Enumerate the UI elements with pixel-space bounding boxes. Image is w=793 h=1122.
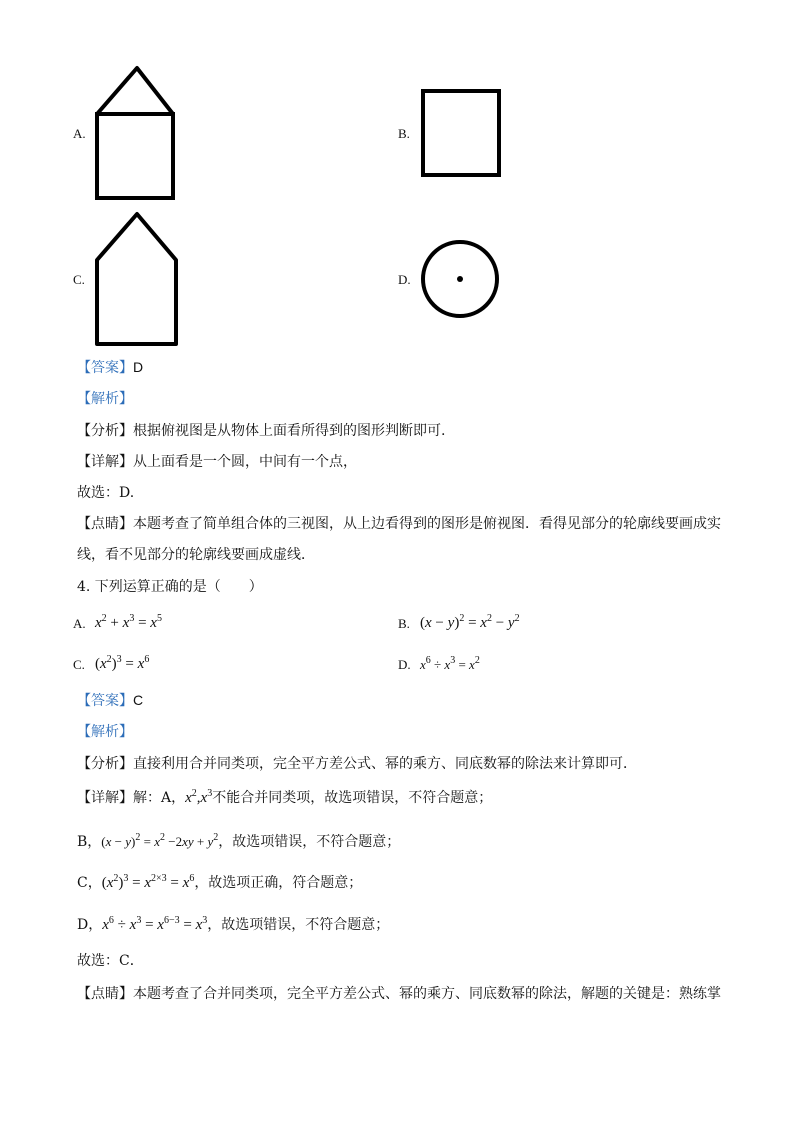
q4-option-b-label: B. — [398, 616, 410, 631]
xiangjie-lead: 解：A， — [133, 790, 186, 806]
detail-b-formula: $(x - y)^2 = x^2 -2xy + y^2$ — [101, 832, 219, 849]
dianjing-tag: 【点睛】 — [77, 986, 133, 1002]
detail-d-lead: D， — [77, 917, 103, 933]
detail-c-lead: C， — [77, 875, 102, 891]
option-c-label: C. — [73, 272, 85, 287]
q4-detail-b — [77, 832, 400, 852]
detail-d-tail: ，故选项错误，不符合题意； — [207, 917, 390, 933]
fenxi-text: 根据俯视图是从物体上面看所得到的图形判断即可. — [133, 423, 446, 439]
fenxi-tag: 【分析】 — [77, 756, 133, 772]
q4-dianjing — [77, 984, 721, 1004]
q4-option-d-formula: $x^6 \div x^3 = x^2$ — [420, 655, 480, 672]
q4-detail-d — [77, 915, 389, 935]
dianjing-text: 本题考查了合并同类项，完全平方差公式、幂的乘方、同底数幂的除法，解题的关键是：熟练掌 — [133, 986, 721, 1002]
q4-detail-c — [77, 873, 362, 893]
answer-tag: 【答案】 — [77, 360, 133, 376]
detail-b-lead: B， — [77, 834, 102, 850]
q3-analysis-tag: 【解析】 — [77, 391, 133, 407]
q3-choice: 故选：D. — [77, 485, 135, 501]
q3-xiangjie — [77, 452, 357, 472]
q3-dianjing-line2: 线，看不见部分的轮廓线要画成虚线． — [77, 547, 315, 563]
q4-option-d-label: D. — [398, 657, 411, 672]
option-d-figure — [418, 238, 502, 322]
answer-value: D — [133, 359, 144, 375]
q4-answer — [77, 690, 143, 711]
detail-c-tail: ，故选项正确，符合题意； — [194, 875, 363, 891]
fenxi-text: 直接利用合并同类项，完全平方差公式、幂的乘方、同底数幂的除法来计算即可． — [133, 756, 637, 772]
answer-value: C — [133, 692, 144, 708]
xiangjie-text: 从上面看是一个圆，中间有一个点， — [133, 454, 357, 470]
q4-fenxi — [77, 754, 637, 774]
detail-c-formula: $(x^2)^3 = x^{2\times 3} = x^6$ — [101, 873, 195, 891]
q3-answer — [77, 357, 143, 378]
option-a-label: A. — [73, 126, 86, 141]
q4-xiangjie — [77, 788, 492, 808]
detail-d-formula: $x^6 \div x^3 = x^{6-3} = x^3$ — [102, 915, 208, 933]
xiangjie-tag: 【详解】 — [77, 454, 133, 470]
detail-b-tail: ，故选项错误，不符合题意； — [218, 834, 401, 850]
q4-option-a-formula: $x^2 + x^3 = x^5$ — [95, 613, 162, 631]
dianjing-text: 本题考查了简单组合体的三视图，从上边看得到的图形是俯视图．看得见部分的轮廓线要画成实 — [133, 516, 721, 532]
q4-stem: 4. 下列运算正确的是（ ） — [77, 579, 263, 595]
q4-option-c-label: C. — [73, 657, 85, 672]
fenxi-tag: 【分析】 — [77, 423, 133, 439]
q4-option-a-label: A. — [73, 616, 86, 631]
option-d-label: D. — [398, 272, 411, 287]
xiangjie-a-tail: 不能合并同类项，故选项错误，不符合题意； — [212, 790, 493, 806]
option-b-label: B. — [398, 126, 410, 141]
option-a-figure — [90, 62, 180, 202]
q4-choice: 故选：C． — [77, 953, 144, 969]
q3-fenxi — [77, 421, 445, 441]
q4-analysis-tag: 【解析】 — [77, 724, 133, 740]
xiangjie-tag: 【详解】 — [77, 790, 133, 806]
option-c-figure — [92, 208, 182, 350]
answer-tag: 【答案】 — [77, 693, 133, 709]
q4-option-b-formula: $(x - y)^2 = x^2 - y^2$ — [420, 613, 520, 631]
q4-option-c-formula: $(x^2)^3 = x^6$ — [95, 654, 150, 672]
dianjing-tag: 【点睛】 — [77, 516, 133, 532]
xiangjie-a-formula: $x^2,x^3$ — [185, 788, 213, 806]
option-b-figure — [418, 86, 504, 178]
q3-dianjing-line1 — [77, 514, 721, 534]
